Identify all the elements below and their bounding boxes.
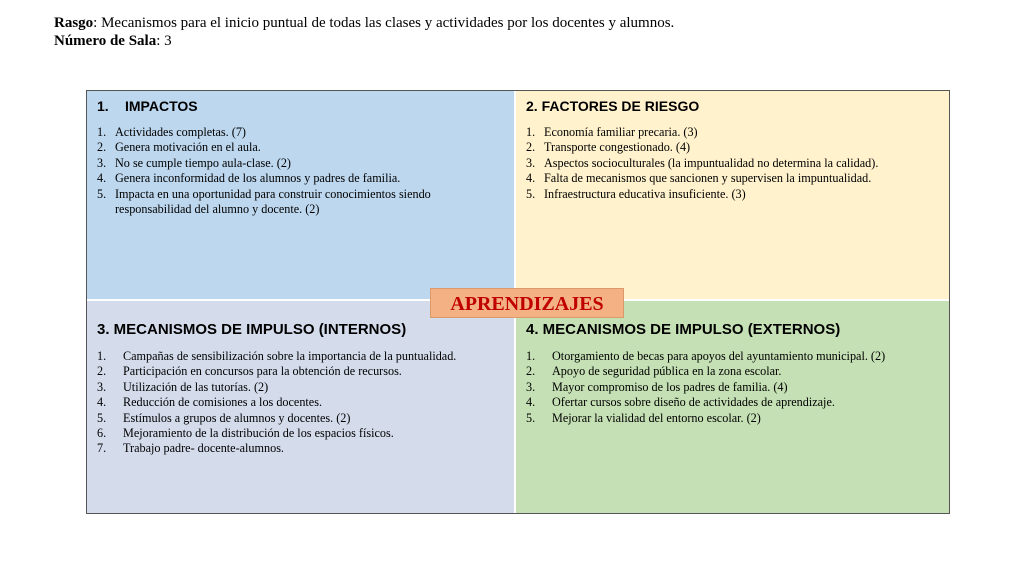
- item-text: Utilización de las tutorías. (2): [123, 379, 269, 394]
- item-text: Aspectos socioculturales (la impuntualidad no determina la calidad).: [544, 155, 879, 170]
- list-item: [526, 125, 939, 140]
- quadrant-mecanismos-externos: [516, 301, 949, 513]
- sala-text: : 3: [156, 33, 172, 49]
- item-text: Estímulos a grupos de alumnos y docentes. (2): [123, 410, 351, 425]
- item-text: Genera motivación en el aula.: [115, 140, 261, 155]
- item-text: Reducción de comisiones a los docentes.: [123, 395, 323, 410]
- item-number: 4.: [526, 395, 536, 410]
- item-number: 3.: [97, 155, 107, 170]
- item-number: 2.: [97, 140, 107, 155]
- quadrant-factores-de-riesgo: [516, 91, 949, 301]
- rasgo-line: [54, 14, 984, 32]
- page-header: [54, 14, 984, 50]
- aprendizajes-badge: APRENDIZAJES: [430, 288, 624, 318]
- item-number: 1.: [97, 349, 107, 363]
- item-text: Ofertar cursos sobre diseño de actividades de aprendizaje.: [552, 395, 835, 410]
- list-item: [97, 380, 504, 395]
- quadrant-title: 3. MECANISMOS DE IMPULSO (INTERNOS): [97, 321, 407, 338]
- sala-label: Número de Sala: [54, 33, 157, 49]
- item-number: 4.: [97, 395, 107, 410]
- item-list: [526, 349, 939, 426]
- item-text: Apoyo de seguridad pública en la zona escolar.: [552, 364, 782, 379]
- item-list: [97, 349, 504, 457]
- item-text: Mayor compromiso de los padres de familia. (4): [552, 379, 788, 394]
- item-text: Genera inconformidad de los alumnos y padres de familia.: [115, 171, 401, 186]
- list-item: [97, 364, 504, 379]
- list-item: [97, 187, 504, 218]
- list-item: [97, 156, 504, 171]
- item-number: 2.: [97, 364, 107, 379]
- list-item: [97, 349, 504, 364]
- list-item: [97, 171, 504, 186]
- quadrant-impactos: [87, 91, 516, 301]
- list-item: [526, 380, 939, 395]
- item-text: Campañas de sensibilización sobre la importancia de la puntualidad.: [123, 349, 457, 363]
- list-item: [97, 441, 504, 456]
- item-text: Trabajo padre- docente-alumnos.: [123, 441, 284, 456]
- item-number: 1.: [526, 125, 536, 139]
- item-text: Falta de mecanismos que sancionen y supervisen la impuntualidad.: [544, 171, 872, 186]
- item-number: 1.: [97, 125, 107, 139]
- list-item: [526, 395, 939, 410]
- item-text: Mejorar la vialidad del entorno escolar. (2): [552, 410, 761, 425]
- list-item: [97, 140, 504, 155]
- quadrant-mecanismos-internos: [87, 301, 516, 513]
- list-item: [526, 187, 939, 202]
- item-number: 3.: [526, 155, 536, 170]
- item-number: 5.: [526, 410, 536, 425]
- rasgo-text: : Mecanismos para el inicio puntual de todas las clases y actividades por los docentes y alumnos.: [93, 15, 675, 31]
- quadrant-title-text: IMPACTOS: [125, 98, 198, 114]
- item-number: 6.: [97, 426, 107, 441]
- quadrant-title: [97, 97, 504, 115]
- list-item: [526, 364, 939, 379]
- list-item: [97, 426, 504, 441]
- item-number: 5.: [97, 186, 107, 201]
- item-number: 5.: [97, 410, 107, 425]
- item-text: Mejoramiento de la distribución de los espacios físicos.: [123, 426, 394, 441]
- item-number: 4.: [97, 171, 107, 186]
- item-number: 3.: [97, 379, 107, 394]
- list-item: [97, 395, 504, 410]
- item-list: [526, 125, 939, 202]
- list-item: [526, 156, 939, 171]
- quadrant-number: 1.: [97, 98, 109, 114]
- list-item: [526, 411, 939, 426]
- item-text: Participación en concursos para la obtención de recursos.: [123, 364, 402, 379]
- list-item: [526, 171, 939, 186]
- list-item: [526, 140, 939, 155]
- item-number: 7.: [97, 441, 107, 456]
- sala-line: [54, 32, 984, 50]
- quadrant-title: 4. MECANISMOS DE IMPULSO (EXTERNOS): [526, 321, 841, 338]
- rasgo-label: Rasgo: [54, 15, 94, 31]
- list-item: [97, 125, 504, 140]
- item-number: 5.: [526, 186, 536, 201]
- item-number: 1.: [526, 349, 536, 363]
- item-number: 2.: [526, 140, 536, 155]
- item-text: Infraestructura educativa insuficiente. (3): [544, 186, 746, 201]
- list-item: [97, 411, 504, 426]
- item-number: 2.: [526, 364, 536, 379]
- item-text: Otorgamiento de becas para apoyos del ayuntamiento municipal. (2): [552, 349, 886, 363]
- quadrant-title: 2. FACTORES DE RIESGO: [526, 98, 700, 114]
- item-text: Actividades completas. (7): [115, 125, 246, 139]
- item-text: Economía familiar precaria. (3): [544, 125, 698, 139]
- item-text: No se cumple tiempo aula-clase. (2): [115, 155, 291, 170]
- item-text: Impacta en una oportunidad para construir conocimientos siendo responsabilidad del alumno y docente. (2): [115, 186, 431, 217]
- list-item: [526, 349, 939, 364]
- item-number: 4.: [526, 171, 536, 186]
- item-text: Transporte congestionado. (4): [544, 140, 691, 155]
- item-number: 3.: [526, 379, 536, 394]
- item-list: [97, 125, 504, 217]
